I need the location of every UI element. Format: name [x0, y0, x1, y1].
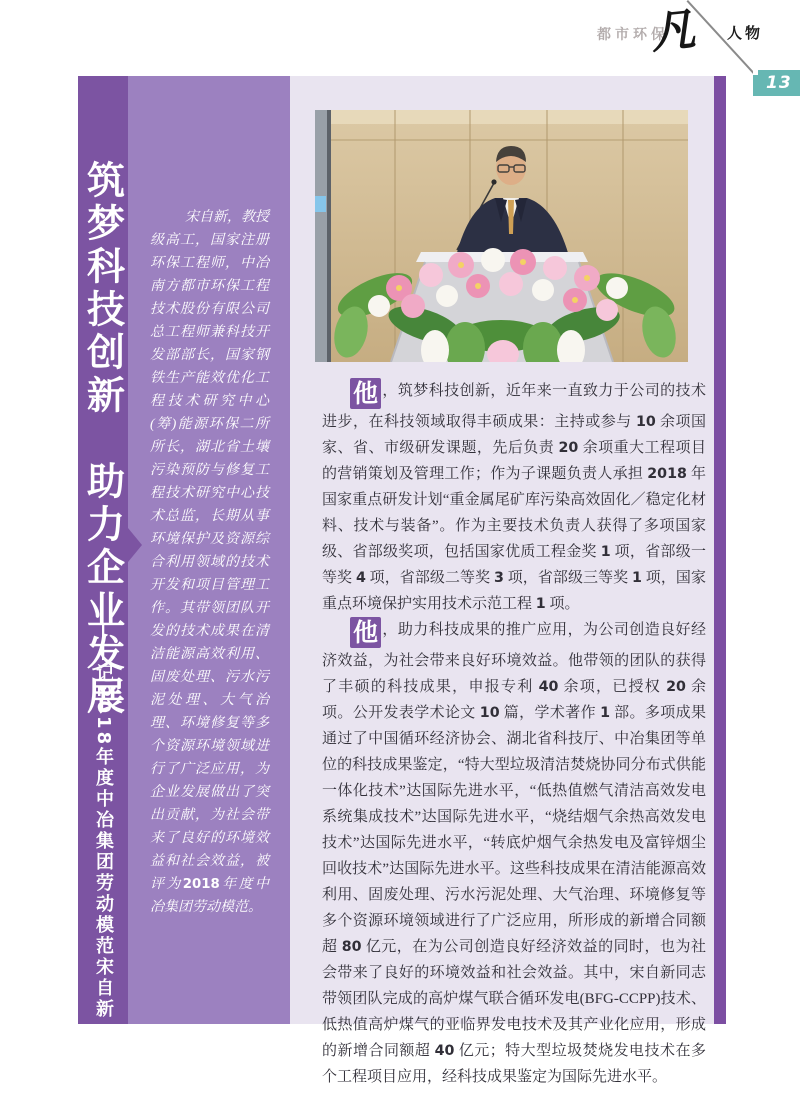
magazine-name: 都市环保	[597, 28, 669, 43]
magazine-logo-glyph-icon: 凡	[648, 4, 698, 59]
page-number: 13	[766, 73, 792, 93]
paragraph-1-text: ，筑梦科技创新，近年来一直致力于公司的技术进步，在科技领域取得丰硕成果：主持或参与 10 余项国家、省、市级研发课题，先后负责 20 余项重大工程项目的营销策划及管理工作；作为子课题负责人承担 2018 年国家重点研发计划“重金属尾矿库污染高效固化／稳定化材料、技术与装备”。作为主要技术负责人获得了多项国家级、省部级奖项，包括国家优质工程金奖 1 项，省部级一等奖 4 项，省部级二等奖 3 项，省部级三等奖 1 项，国家重点环境保护实用技术示范工程 1 项。	[322, 383, 706, 612]
paragraph-2-text: ，助力科技成果的推广应用，为公司创造良好经济效益，为社会带来良好环境效益。他带领的团队的获得了丰硕的科技成果，申报专利 40 余项，已授权 20 余项。公开发表学术论文 10 篇，学术著作 1 部。多项成果通过了中国循环经济协会、湖北省科技厅、中冶集团等单位的科技成果鉴定，“特大型垃圾清洁焚烧协同分布式供能一体化技术”达国际先进水平，“低热值燃气清洁高效发电系统集成技术”达国际先进水平，“烧结烟气余热高效发电技术”达国际先进水平，“转底炉烟气余热发电及富锌烟尘回收技术”达国际先进水平。这些科技成果在清洁能源高效利用、固废处理、污水污泥处理、大气治理、环境修复等多个资源环境领域进行了广泛应用，所形成的新增合同额超 80 亿元，在为公司创造良好经济效益的同时，也为社会带来了良好的环境效益和社会效益。其中，宋自新同志带领团队完成的高炉煤气联合循环发电(BFG-CCPP)技术、低热值高炉煤气的亚临界发电技术及其产业化应用，形成的新增合同额超 40 亿元；特大型垃圾焚烧发电技术在多个工程项目应用，经科技成果鉴定为国际先进水平。	[322, 622, 706, 1085]
page-number-notch	[753, 70, 758, 75]
article-title: 筑梦科技创新 助力企业发展	[80, 160, 125, 719]
article-paragraph-2	[322, 617, 706, 1090]
section-label: 人物	[727, 24, 764, 42]
bio-column	[128, 76, 290, 1024]
page-number-badge	[753, 70, 800, 96]
dropcap-2: 他	[350, 617, 381, 648]
bio-text: 宋自新，教授级高工，国家注册环保工程师，中冶南方都市环保工程技术股份有限公司总工程师兼科技开发部部长，国家钢铁生产能效优化工程技术研究中心(筹)能源环保二所所长，湖北省土壤污染预防与修复工程技术研究中心技术总监，长期从事环境保护及资源综合利用领域的技术开发和项目管理工作。其带领团队开发的技术成果在清洁能源高效利用、固废处理、污水污泥处理、大气治理、环境修复等多个资源环境领域进行了广泛应用，为企业发展做出了突出贡献，为社会带来了良好的环境效益和社会效益，被评为2018年度中冶集团劳动模范。	[150, 210, 270, 915]
content-panel	[290, 76, 714, 1085]
speaker-photo	[315, 110, 688, 362]
page-body-band	[78, 76, 726, 1085]
article-body	[322, 378, 706, 1090]
speaker-photo-illustration	[315, 110, 688, 362]
right-edge-strip	[714, 76, 726, 1024]
article-subtitle: ——记2018年度中冶集团劳动模范宋自新	[93, 622, 114, 1021]
strip-arrow-icon	[128, 528, 142, 562]
headline-strip	[78, 76, 128, 1024]
article-paragraph-1	[322, 378, 706, 617]
dropcap-1: 他	[350, 378, 381, 409]
